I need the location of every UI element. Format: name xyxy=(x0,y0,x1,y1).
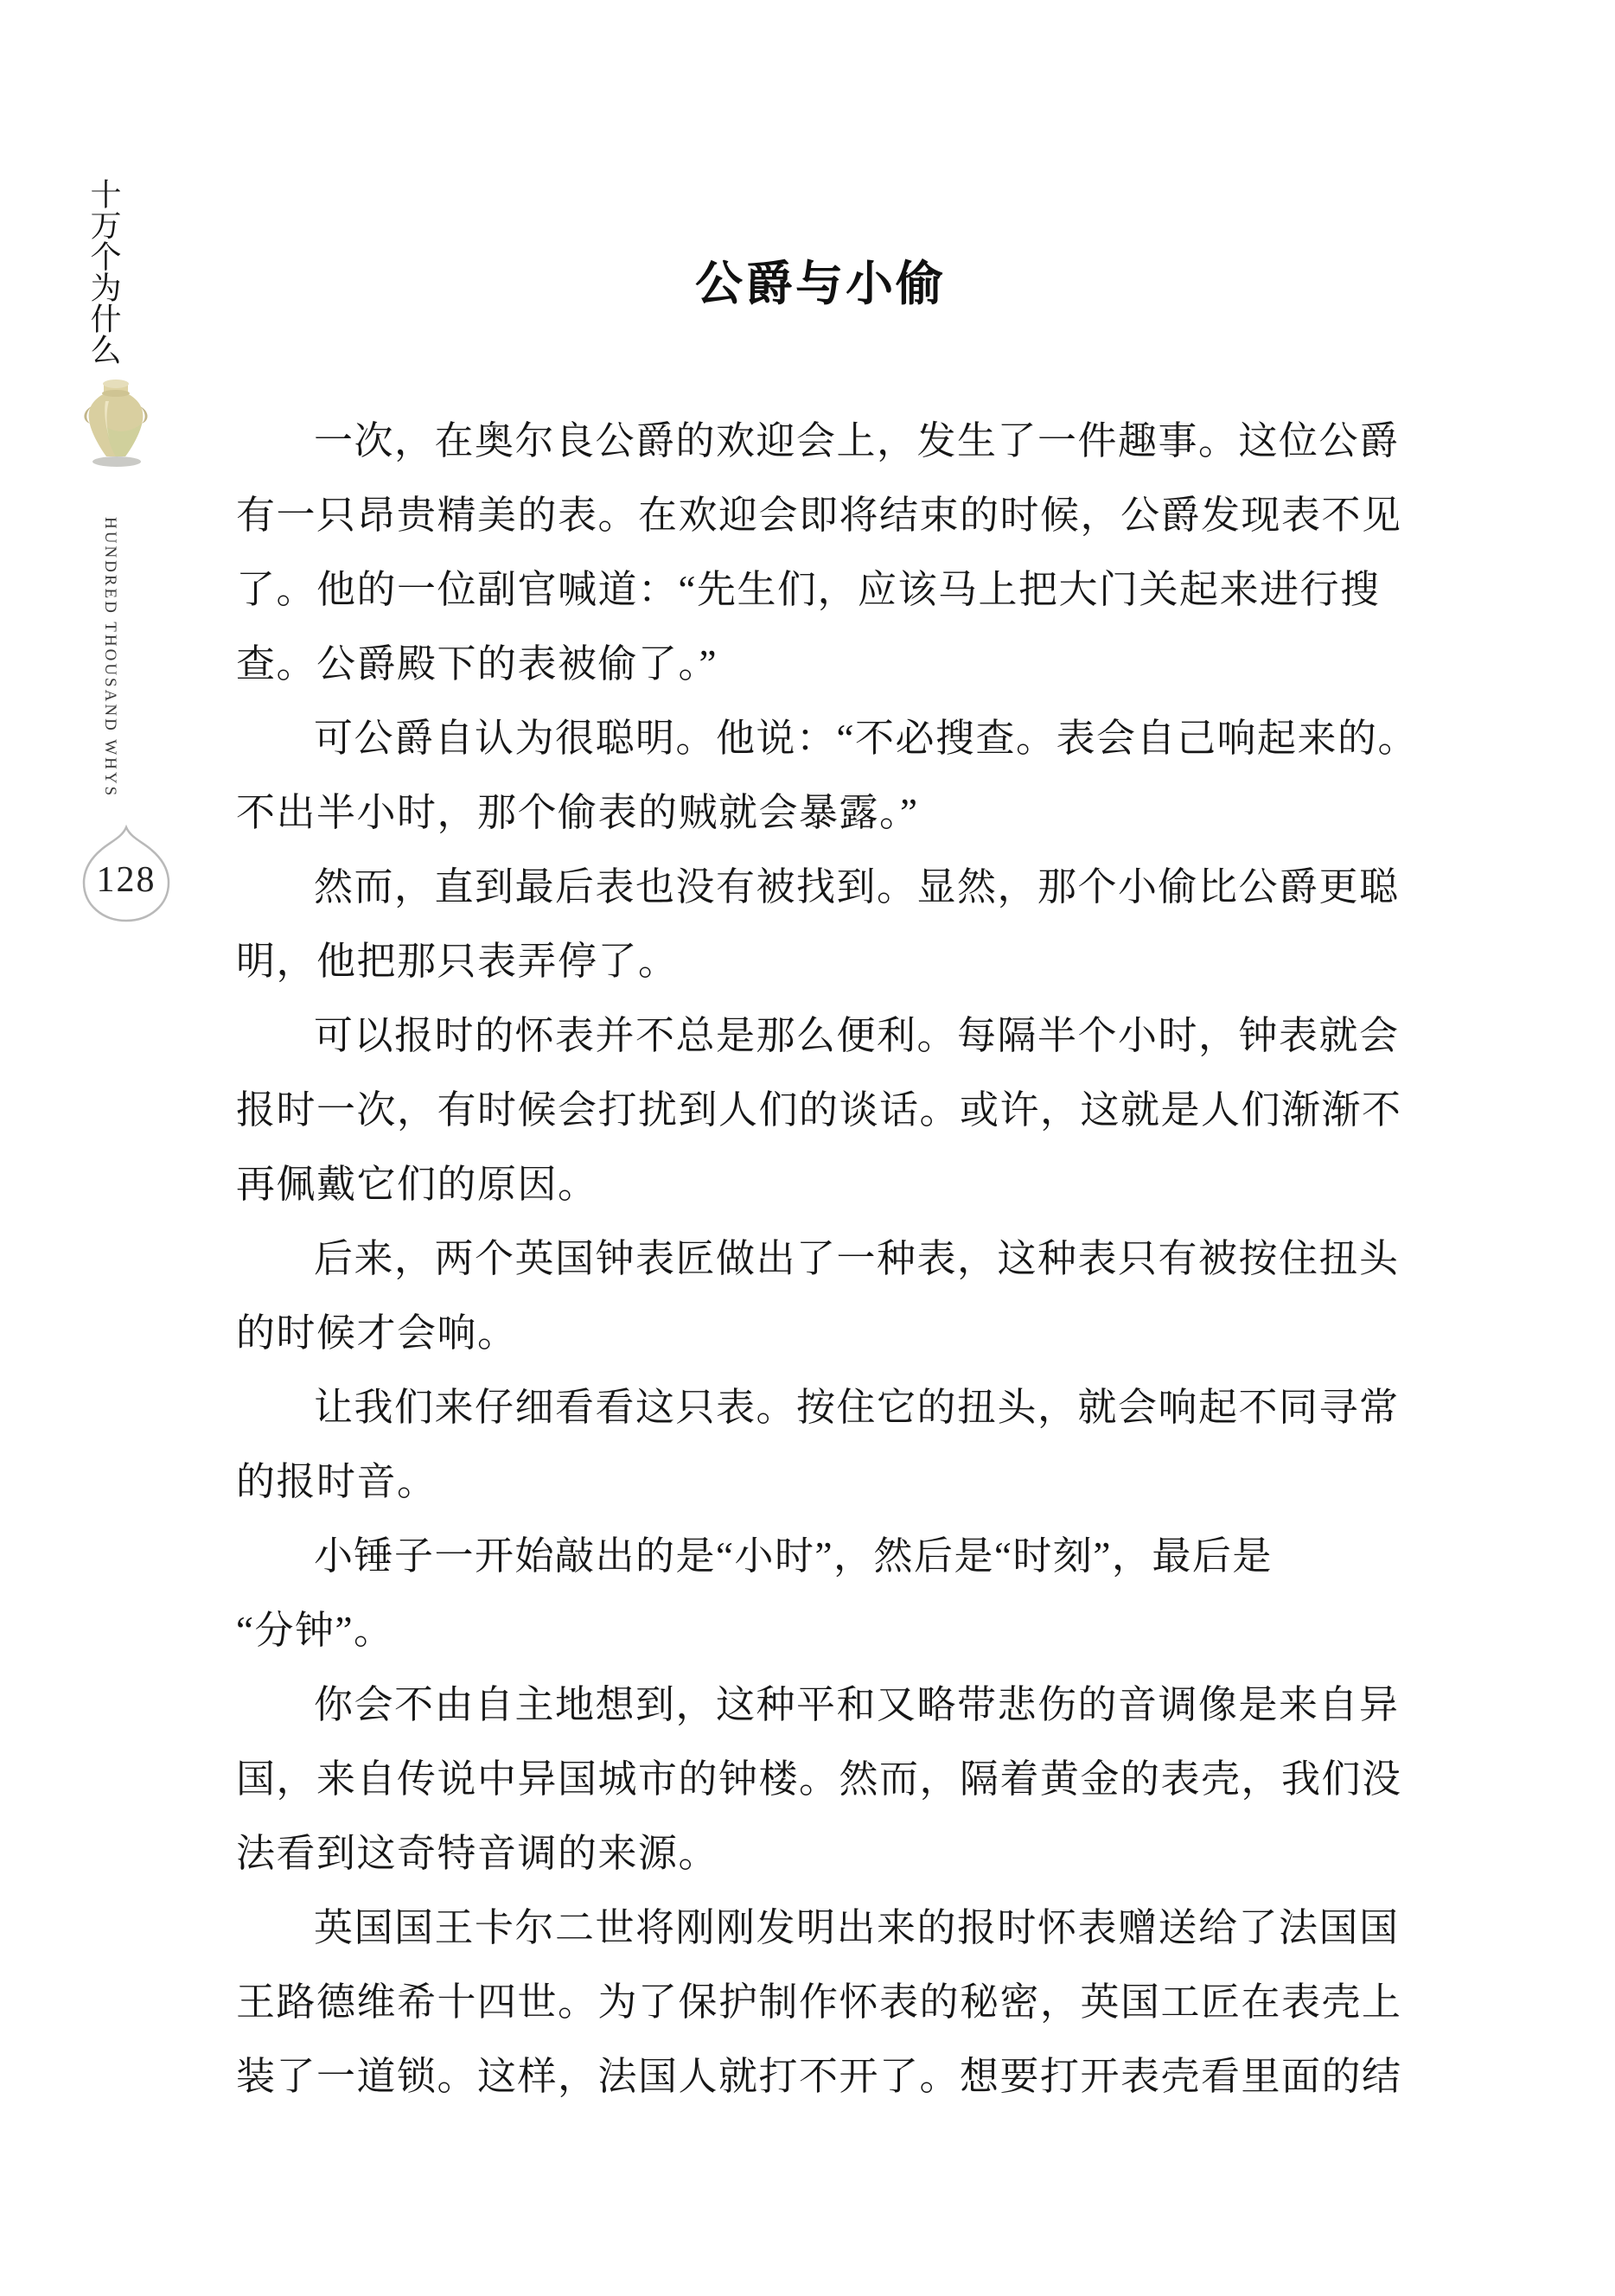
text-line: 让我们来仔细看看这只表。按住它的扭头，就会响起不同寻常 xyxy=(314,1386,1400,1429)
text-line: 的报时音。 xyxy=(236,1460,437,1503)
text-line: 可公爵自认为很聪明。他说：“不必搜查。表会自己响起来的。 xyxy=(314,717,1418,760)
ceramic-jar-icon xyxy=(80,375,152,470)
text-line: 的时候才会响。 xyxy=(236,1311,518,1355)
text-line: 英国国王卡尔二世将刚刚发明出来的报时怀表赠送给了法国国 xyxy=(314,1906,1400,1949)
series-title-english: HUNDRED THOUSAND WHYS xyxy=(101,517,119,799)
text-line: 有一只昂贵精美的表。在欢迎会即将结束的时候，公爵发现表不见 xyxy=(236,494,1402,537)
text-line: 可以报时的怀表并不总是那么便利。每隔半个小时，钟表就会 xyxy=(314,1014,1400,1057)
series-title-chinese: 十万个为什么 xyxy=(86,178,121,365)
text-line: 查。公爵殿下的表被偷了。” xyxy=(236,642,718,686)
text-line: 了。他的一位副官喊道：“先生们，应该马上把大门关起来进行搜 xyxy=(236,568,1381,611)
text-line: 法看到这奇特音调的来源。 xyxy=(236,1832,719,1875)
text-line: 然而，直到最后表也没有被找到。显然，那个小偷比公爵更聪 xyxy=(314,865,1400,909)
text-line: 一次，在奥尔良公爵的欢迎会上，发生了一件趣事。这位公爵 xyxy=(314,419,1400,462)
text-line: 国，来自传说中异国城市的钟楼。然而，隔着黄金的表壳，我们没 xyxy=(236,1757,1402,1801)
text-line: “分钟”。 xyxy=(236,1609,394,1652)
text-line: 王路德维希十四世。为了保护制作怀表的秘密，英国工匠在表壳上 xyxy=(236,1980,1402,2024)
text-line: 不出半小时，那个偷表的贼就会暴露。” xyxy=(236,791,919,834)
text-line: 你会不由自主地想到，这种平和又略带悲伤的音调像是来自异 xyxy=(314,1683,1400,1726)
article-body xyxy=(236,404,1418,2114)
text-line: 明，他把那只表弄停了。 xyxy=(236,940,679,983)
page-number: 128 xyxy=(96,860,156,900)
text-line: 小锤子一开始敲出的是“小时”，然后是“时刻”，最后是 xyxy=(314,1534,1273,1578)
text-line: 装了一道锁。这样，法国人就打不开了。想要打开表壳看里面的结 xyxy=(236,2055,1402,2098)
text-line: 报时一次，有时候会打扰到人们的谈话。或许，这就是人们渐渐不 xyxy=(236,1088,1402,1132)
page-number-badge xyxy=(73,821,180,927)
text-line: 后来，两个英国钟表匠做出了一种表，这种表只有被按住扭头 xyxy=(314,1237,1400,1280)
text-line: 再佩戴它们的原因。 xyxy=(236,1163,598,1206)
article-title: 公爵与小偷 xyxy=(694,257,946,310)
